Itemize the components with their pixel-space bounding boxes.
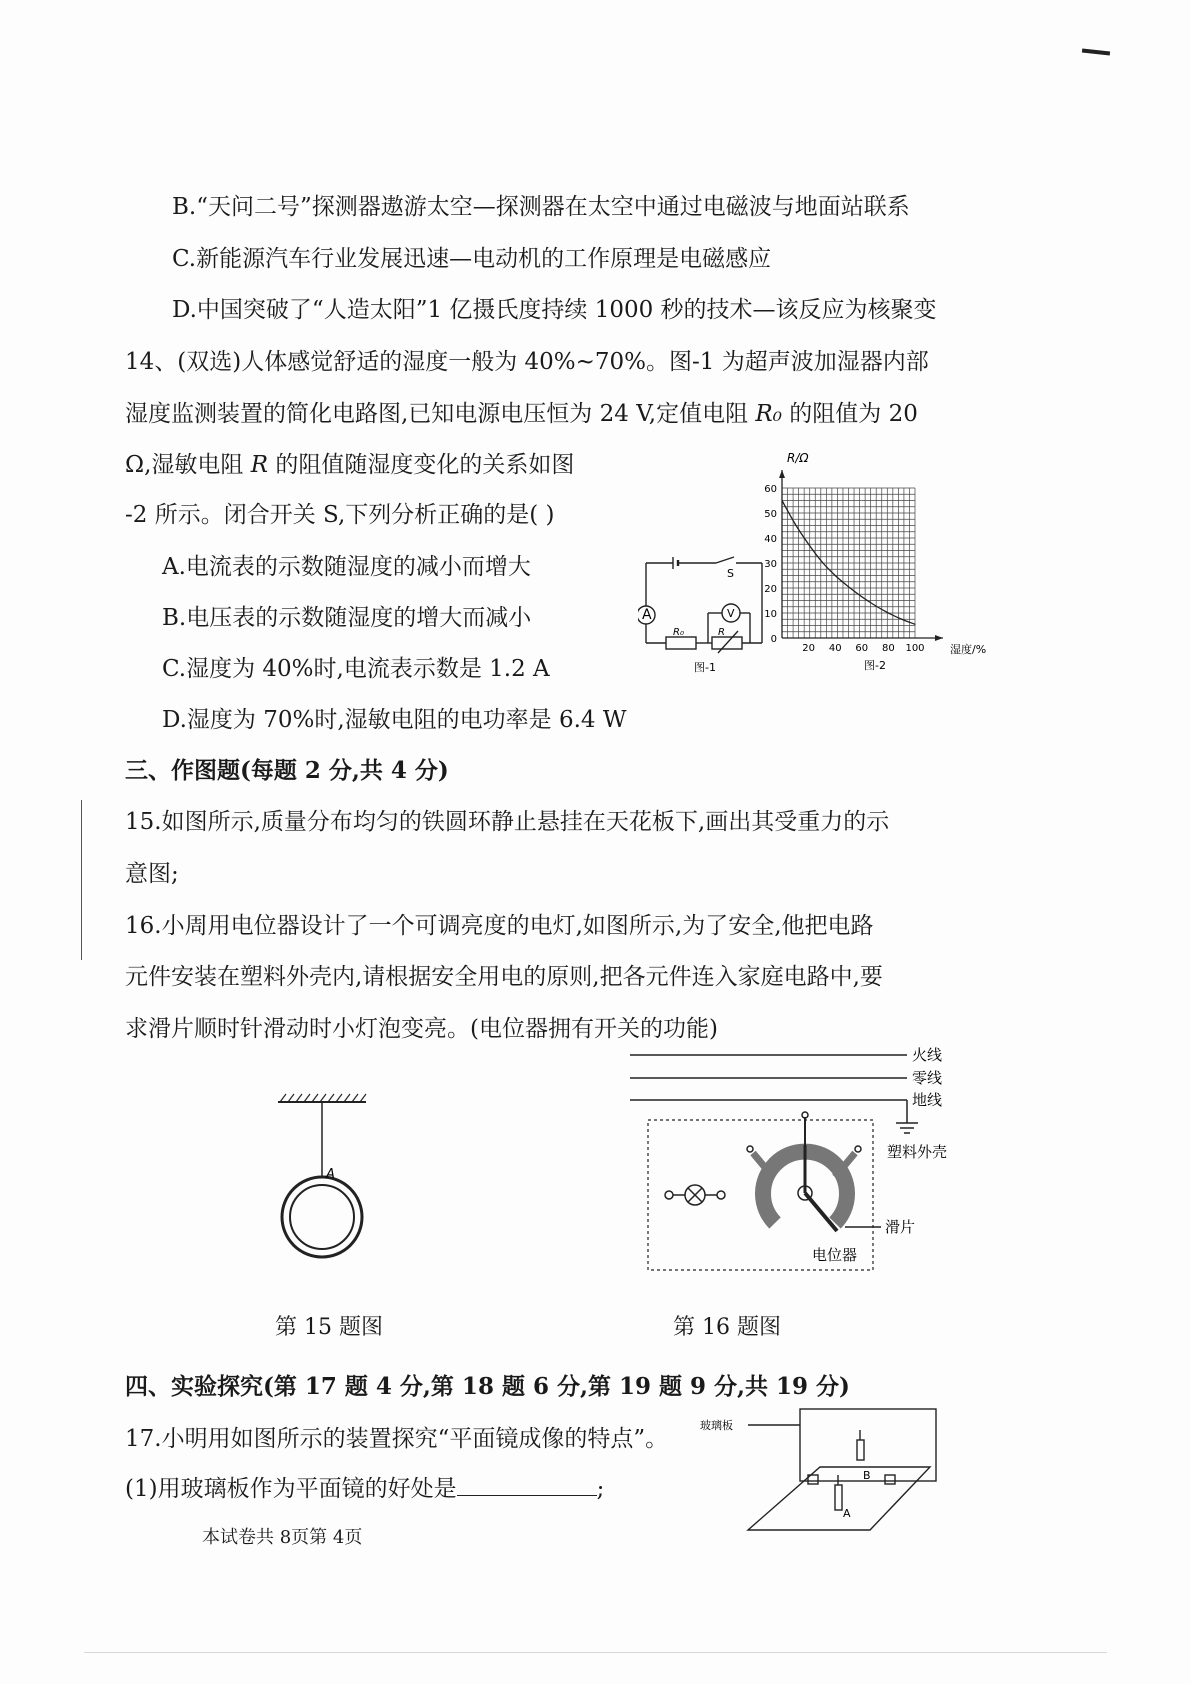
q14-line4: -2 所示。闭合开关 S,下列分析正确的是( ) xyxy=(125,502,555,528)
q17-line2-text: (1)用玻璃板作为平面镜的好处是 xyxy=(125,1476,457,1502)
q15-line2: 意图; xyxy=(125,861,179,887)
fig1-caption: 图-1 xyxy=(694,661,716,674)
q17-answer-blank[interactable] xyxy=(457,1477,597,1496)
q14-option-d: D.湿度为 70%时,湿敏电阻的电功率是 6.4 W xyxy=(162,707,627,733)
fig1-voltmeter-label: V xyxy=(727,607,735,620)
chart-y-tick-label: 30 xyxy=(764,559,777,570)
q14-option-b: B.电压表的示数随湿度的增大而减小 xyxy=(162,605,532,631)
fig16-household-circuit xyxy=(625,1045,985,1280)
chart-data-point xyxy=(861,596,862,597)
q13-option-d: D.中国突破了“人造太阳”1 亿摄氏度持续 1000 秒的技术—该反应为核聚变 xyxy=(172,297,937,323)
chart-data-point xyxy=(848,586,849,587)
chart-data-point xyxy=(808,544,809,545)
chart-y-tick-label: 10 xyxy=(764,609,777,620)
fig17-glass-label: 玻璃板 xyxy=(700,1419,733,1432)
scan-edge-mark xyxy=(1082,49,1110,56)
fig16-live-wire-label: 火线 xyxy=(912,1046,943,1064)
fig17-candle-a-label: A xyxy=(843,1507,851,1520)
scan-bottom-edge xyxy=(84,1652,1107,1653)
chart-data-point xyxy=(835,575,836,576)
chart-x-tick-label: 60 xyxy=(855,643,869,654)
chart-y-tick-label: 20 xyxy=(764,584,777,595)
chart-data-point xyxy=(901,619,902,620)
q17-line2 xyxy=(125,1470,604,1503)
chart-x-tick-label: 40 xyxy=(828,643,842,654)
chart-x-axis-arrow xyxy=(935,635,943,641)
chart-ylabel: R/Ω xyxy=(787,451,809,465)
q15-line1: 15.如图所示,质量分布均匀的铁圆环静止悬挂在天花板下,画出其受重力的示 xyxy=(125,809,890,835)
q17-line1: 17.小明用如图所示的装置探究“平面镜成像的特点”。 xyxy=(125,1426,669,1452)
fig16-neutral-wire-label: 零线 xyxy=(912,1069,943,1087)
q14-line3-text-a: Ω,湿敏电阻 xyxy=(125,452,251,478)
q14-line2-text-b: 的阻值为 20 xyxy=(781,401,918,427)
chart-x-tick-label: 100 xyxy=(905,643,925,654)
chart-y-tick-label: 40 xyxy=(764,534,777,545)
fig16-caption: 第 16 题图 xyxy=(673,1315,781,1340)
chart-data-point xyxy=(821,561,822,562)
fig1-r-label: R xyxy=(718,627,725,638)
q13-option-c: C.新能源汽车行业发展迅速—电动机的工作原理是电磁感应 xyxy=(172,246,772,272)
chart-x-tick-label: 20 xyxy=(802,643,815,654)
chart-y-tick-label: 50 xyxy=(764,509,777,520)
fig2-humidity-resistance-chart xyxy=(752,448,992,673)
fig17-mirror-apparatus xyxy=(700,1405,950,1535)
fig15-hanging-ring xyxy=(270,1090,380,1275)
chart-y-axis-arrow xyxy=(779,470,785,478)
fig15-point-a-label: A xyxy=(326,1167,335,1182)
chart-data-point xyxy=(875,605,876,606)
chart-axes xyxy=(779,470,943,641)
section4-title: 四、实验探究(第 17 题 4 分,第 18 题 6 分,第 19 题 9 分,共 19 分) xyxy=(125,1373,850,1400)
chart-y-tick-label: 0 xyxy=(770,634,777,645)
fig16-potentiometer-label: 电位器 xyxy=(812,1246,858,1264)
fig1-r0-label: R₀ xyxy=(673,627,684,638)
fig16-slider-label: 滑片 xyxy=(885,1218,916,1236)
fig16-ground-wire-label: 地线 xyxy=(912,1091,943,1109)
q16-line1: 16.小周用电位器设计了一个可调亮度的电灯,如图所示,为了安全,他把电路 xyxy=(125,913,874,939)
q14-r0-symbol: R₀ xyxy=(755,401,782,427)
chart-data-point xyxy=(888,612,889,613)
q17-line2-end: ; xyxy=(596,1476,605,1502)
chart-x-tick-label: 80 xyxy=(882,643,895,654)
q13-option-b: B.“天问二号”探测器遨游太空—探测器在太空中通过电磁波与地面站联系 xyxy=(172,194,910,220)
q14-r-symbol: R xyxy=(250,452,269,478)
chart-data-point xyxy=(914,624,915,625)
q14-option-c: C.湿度为 40%时,电流表示数是 1.2 A xyxy=(162,656,550,682)
scan-margin-line xyxy=(81,800,82,960)
fig15-caption: 第 15 题图 xyxy=(275,1315,383,1340)
q14-line3 xyxy=(125,446,574,479)
q14-line3-text-b: 的阻值随湿度变化的关系如图 xyxy=(268,452,575,478)
section3-title: 三、作图题(每题 2 分,共 4 分) xyxy=(125,757,449,784)
chart-grid xyxy=(782,488,915,638)
chart-caption: 图-2 xyxy=(864,659,886,672)
q14-line2-text-a: 湿度监测装置的简化电路图,已知电源电压恒为 24 V,定值电阻 xyxy=(125,401,756,427)
fig1-switch-label: S xyxy=(727,567,734,580)
page-footer: 本试卷共 8页第 4页 xyxy=(202,1527,363,1548)
q14-line2 xyxy=(125,395,918,428)
chart-y-tick-label: 60 xyxy=(764,484,777,495)
q14-option-a: A.电流表的示数随湿度的减小而增大 xyxy=(162,554,531,580)
fig16-shell-label: 塑料外壳 xyxy=(887,1143,948,1161)
chart-data-point xyxy=(795,524,796,525)
fig17-candle-b-label: B xyxy=(863,1469,871,1482)
chart-xlabel: 湿度/% xyxy=(950,643,987,656)
q16-line2: 元件安装在塑料外壳内,请根据安全用电的原则,把各元件连入家庭电路中,要 xyxy=(125,964,883,990)
chart-data-point xyxy=(781,500,782,501)
q14-line1: 14、(双选)人体感觉舒适的湿度一般为 40%~70%。图-1 为超声波加湿器内部 xyxy=(125,349,929,375)
fig1-ammeter-label: A xyxy=(642,607,652,623)
q16-line3: 求滑片顺时针滑动时小灯泡变亮。(电位器拥有开关的功能) xyxy=(125,1016,718,1042)
